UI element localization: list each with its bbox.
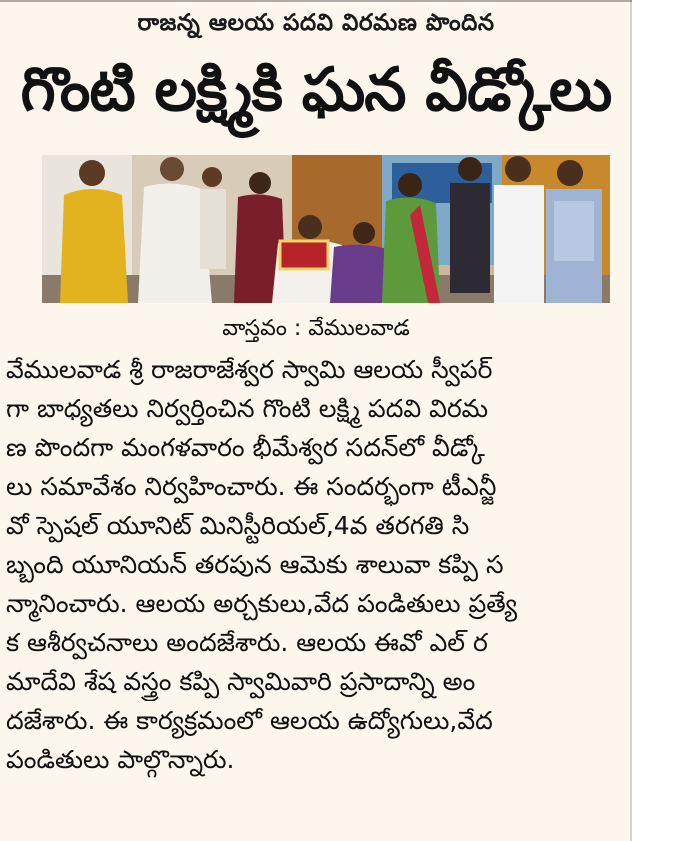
body-line: న్మానించారు. ఆలయ అర్చకులు,వేద పండితులు ప్రత్యే <box>6 589 518 618</box>
body-line: ణ పొందగా మంగళవారం భీమేశ్వర సదన్‌లో వీడ్కో <box>6 433 485 462</box>
photo-icon <box>42 155 610 303</box>
body-line: బ్బంది యూనియన్ తరపున ఆమెకు శాలువా కప్పి స <box>6 550 504 579</box>
subheading: రాజన్న ఆలయ పదవి విరమణ పొందిన <box>137 10 495 36</box>
body-line: మాదేవి శేష వస్త్రం కప్పి స్వామివారి ప్రసాదాన్ని అం <box>6 667 476 696</box>
body-line: దజేశారు. ఈ కార్యక్రమంలో ఆలయ ఉద్యోగులు,వేద <box>6 706 493 735</box>
body-line: పండితులు పాల్గొన్నారు. <box>6 745 235 774</box>
headline: గొంటి లక్ష్మికి ఘన వీడ్కోలు <box>20 55 612 125</box>
news-photo <box>42 155 610 303</box>
body-line: వేములవాడ శ్రీ రాజరాజేశ్వర స్వామి ఆలయ స్వీపర్ <box>6 355 493 384</box>
body-line: గా బాధ్యతలు నిర్వర్తించిన గొంటి లక్ష్మి పదవి విరమ <box>6 394 489 423</box>
clipping-top-edge <box>0 0 632 4</box>
body-line: క ఆశీర్వచనాలు అందజేశారు. ఆలయ ఈవో ఎల్ ర <box>6 628 488 657</box>
article-body <box>6 350 626 779</box>
body-line: వో స్పెషల్ యూనిట్ మినిస్టీరియల్,4వ తరగతి సి <box>6 511 470 540</box>
photo-caption: వాస్తవం : వేములవాడ <box>222 316 410 341</box>
body-line: లు సమావేశం నిర్వహించారు. ఈ సందర్భంగా టీఎన్జీ <box>6 472 497 501</box>
